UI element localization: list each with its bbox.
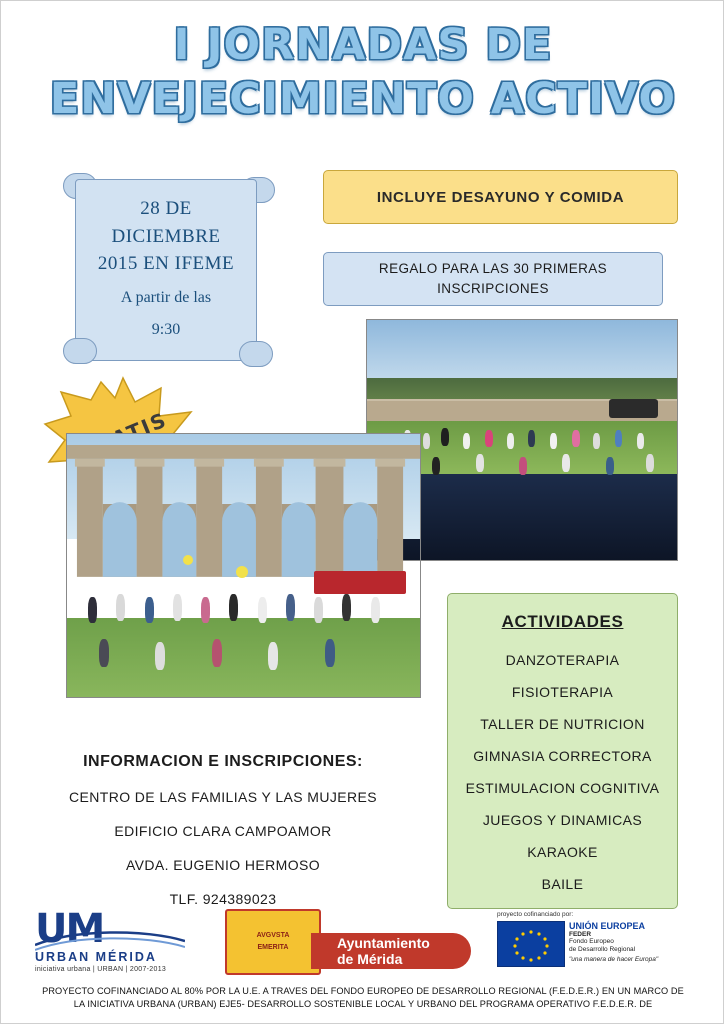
- eu-cofinanced-label: proyecto cofinanciado por:: [497, 911, 574, 918]
- date-line-1: 28 DE: [140, 198, 192, 219]
- banner-breakfast-lunch: [323, 170, 678, 224]
- banner-gift-first-30: [323, 252, 663, 306]
- photo-crowd-figure: [593, 433, 600, 449]
- photo-red-banner: [314, 571, 406, 595]
- activity-item: FISIOTERAPIA: [511, 684, 614, 700]
- photo-participant: [325, 639, 335, 667]
- activities-heading: ACTIVIDADES: [501, 612, 624, 631]
- photo-crowd-figure: [562, 454, 570, 472]
- logo-strip: [1, 907, 724, 979]
- merida-name-bar: [311, 933, 471, 969]
- urban-monogram: UM: [35, 906, 104, 952]
- logo-urban-merida: [35, 906, 185, 975]
- photo-participant: [342, 594, 351, 621]
- page-title: [1, 19, 724, 127]
- photo-participant: [145, 597, 154, 623]
- photo-crowd-figure: [423, 433, 430, 449]
- footer-line-1: PROYECTO COFINANCIADO AL 80% POR LA U.E. A TRAVES DEL FONDO EUROPEO DE DESARROLLO REGIONAL (F.E.D.E.R.) EN UN MARCO DE: [42, 986, 684, 996]
- photo-participant: [314, 597, 323, 623]
- photo-crowd-figure: [646, 454, 654, 472]
- urban-swoosh-icon: [35, 929, 185, 951]
- activity-item: ESTIMULACION COGNITIVA: [465, 780, 660, 796]
- photo-participant: [258, 597, 267, 623]
- photo-crowd-figure: [485, 430, 493, 447]
- photo-participant: [201, 597, 210, 623]
- photo-crowd-figure: [432, 457, 440, 475]
- date-note-text: [75, 195, 257, 342]
- activities-panel: [447, 593, 678, 909]
- photo-crowd-figure: [519, 457, 527, 475]
- banner-blue-line-2: INSCRIPCIONES: [437, 281, 549, 296]
- photo-participant: [173, 594, 182, 621]
- contact-phone: TLF. 924389023: [169, 891, 277, 907]
- photo-participant: [212, 639, 222, 667]
- photo-crowd-figure: [606, 457, 614, 475]
- photo-participant: [155, 642, 165, 670]
- photo-crowd-figure: [637, 433, 644, 449]
- photo-crowd-figure: [507, 433, 514, 449]
- eu-title: UNIÓN EUROPEA: [569, 921, 646, 931]
- contact-line: EDIFICIO CLARA CAMPOAMOR: [114, 823, 332, 839]
- photo-car: [609, 399, 659, 418]
- activity-item: GIMNASIA CORRECTORA: [473, 748, 652, 764]
- scroll-curl-bottom-left: [63, 338, 97, 364]
- footer-disclaimer: [1, 985, 724, 1012]
- activities-list: [448, 644, 677, 900]
- activity-item: KARAOKE: [527, 844, 598, 860]
- eu-fund-line-2: de Desarrollo Regional: [569, 946, 636, 954]
- banner-yellow-text: INCLUYE DESAYUNO Y COMIDA: [376, 188, 625, 206]
- photo-yellow-balloon: [236, 566, 248, 578]
- logo-european-union: [497, 911, 697, 973]
- activity-item: JUEGOS Y DINAMICAS: [482, 812, 643, 828]
- photo-participant: [229, 594, 238, 621]
- photo-crowd-figure: [528, 430, 535, 447]
- date-line-2: DICIEMBRE: [111, 225, 221, 247]
- urban-subtitle: iniciativa urbana | URBAN | 2007-2013: [35, 966, 167, 973]
- date-line-3: 2015 EN IFEME: [97, 253, 235, 275]
- photo-crowd-figure: [572, 430, 580, 447]
- merida-name-line-1: Ayuntamiento: [337, 934, 430, 951]
- crest-line-2: EMERITA: [257, 944, 289, 951]
- activity-item: DANZOTERAPIA: [505, 652, 620, 668]
- merida-name-line-2: de Mérida: [337, 951, 403, 967]
- date-line-5: 9:30: [151, 320, 181, 338]
- photo-participant: [286, 594, 295, 621]
- photo-participant: [88, 597, 97, 623]
- photo-crowd-figure: [615, 430, 622, 447]
- date-line-4: A partir de las: [120, 288, 212, 306]
- photo-participant: [371, 597, 380, 623]
- eu-slogan: "una manera de hacer Europa": [569, 956, 659, 964]
- logo-ayuntamiento-merida: [225, 909, 473, 975]
- urban-name: URBAN MÉRIDA: [35, 950, 157, 964]
- contact-line: AVDA. EUGENIO HERMOSO: [125, 857, 321, 873]
- photo-crowd-figure: [463, 433, 470, 449]
- eu-flag-icon: [497, 921, 565, 967]
- scroll-curl-bottom-right: [239, 341, 273, 367]
- date-note: [63, 173, 270, 371]
- photo-participant: [99, 639, 109, 667]
- merida-crest-icon: [225, 909, 321, 975]
- activity-item: BAILE: [541, 876, 584, 892]
- crest-line-1: AVGVSTA: [256, 932, 290, 939]
- title-line-2: ENVEJECIMIENTO ACTIVO: [49, 73, 677, 124]
- photo-participant: [268, 642, 278, 670]
- photo-crowd-figure: [441, 428, 449, 446]
- eu-feder: FEDER: [569, 931, 592, 938]
- contact-line: CENTRO DE LAS FAMILIAS Y LAS MUJERES: [69, 789, 377, 805]
- eu-fund-line-1: Fondo Europeo: [569, 938, 614, 945]
- photo-participant: [116, 594, 125, 621]
- eu-text-block: [569, 921, 697, 963]
- photo-crowd-figure: [476, 454, 484, 472]
- title-line-1: I JORNADAS DE: [173, 20, 553, 70]
- footer-line-2: LA INICIATIVA URBANA (URBAN) EJE5- DESARROLLO SOSTENIBLE LOCAL Y URBANO DEL PROGRAMA OPERATIVO F.E.D.E.R. DE: [73, 999, 653, 1010]
- banner-blue-line-1: REGALO PARA LAS 30 PRIMERAS: [378, 260, 608, 276]
- contact-block: [27, 753, 419, 925]
- photo-crowd-figure: [550, 433, 557, 449]
- photo-grass: [67, 618, 420, 697]
- photo-aqueduct-gymnastics: [66, 433, 421, 698]
- contact-heading: INFORMACION E INSCRIPCIONES:: [83, 753, 363, 770]
- activity-item: TALLER DE NUTRICION: [480, 716, 645, 732]
